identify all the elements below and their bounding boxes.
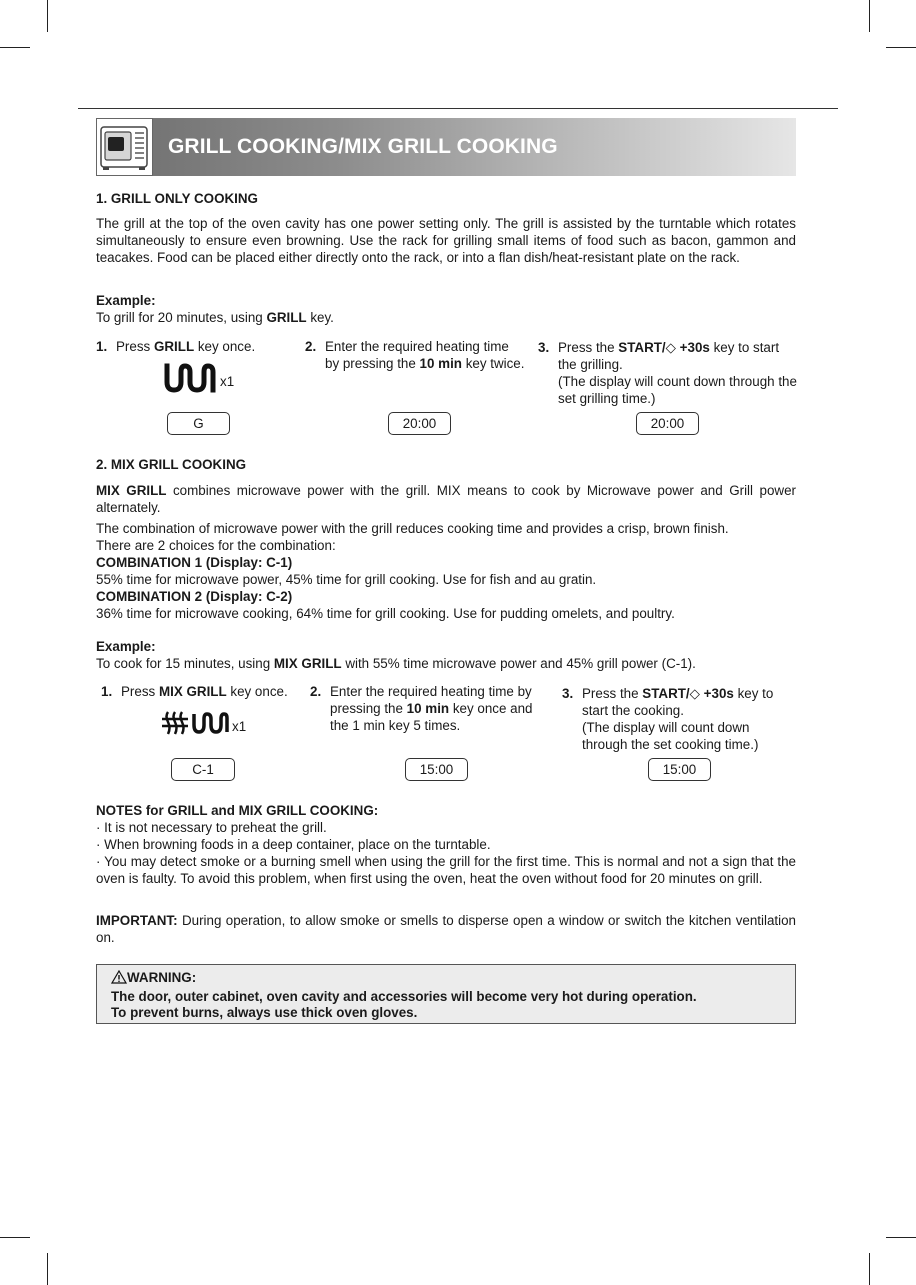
step-text-post: key to start the grilling. [558, 340, 780, 372]
step-number: 3. [538, 340, 550, 355]
section-heading-grill-only: 1. GRILL ONLY COOKING [96, 191, 258, 206]
step-text-pre: Press [116, 339, 154, 354]
important-note [96, 912, 796, 946]
warning-triangle-icon [111, 970, 127, 989]
step-number: 2. [310, 684, 322, 699]
notes-item: · You may detect smoke or a burning smell when using the grill for the first time. This is normal and not a sign that the oven is faulty. To avoid this problem, when first using the oven, heat the oven without food for 20 minutes on grill. [96, 854, 796, 886]
grill-icon [163, 362, 217, 398]
step-note: (The display will count down through the set grilling time.) [558, 374, 797, 406]
step-number: 1. [96, 339, 108, 354]
header-rule [78, 108, 838, 109]
step-key: START/◇ +30s [642, 686, 734, 701]
example-text-pre: To grill for 20 minutes, using [96, 310, 267, 325]
mix-grill-key: MIX GRILL [96, 483, 167, 498]
example-text-post: key. [306, 310, 334, 325]
notes-item: · It is not necessary to preheat the grill. [96, 820, 327, 835]
warning-box [96, 964, 796, 1024]
mix-grill-icon [160, 710, 230, 740]
step-text [121, 683, 288, 700]
section-banner [96, 118, 796, 176]
step-number: 3. [562, 686, 574, 701]
example-text-pre: To cook for 15 minutes, using [96, 656, 274, 671]
press-count: x1 [220, 374, 235, 389]
example-text-post: with 55% time microwave power and 45% grill power (C-1). [341, 656, 696, 671]
mix-grill-para2: The combination of microwave power with the grill reduces cooking time and provides a crisp, brown finish. [96, 521, 729, 536]
step-text-pre: Press [121, 684, 159, 699]
mix-grill-intro [96, 482, 796, 516]
crop-mark [869, 1253, 870, 1285]
grill-only-paragraph: The grill at the top of the oven cavity has one power setting only. The grill is assisted by the turntable which rotates simultaneously to ensure even browning. Use the rack for grilling small items of food such as bacon, gammon and teacakes. Food can be placed either directly onto the rack, or into a flan dish/heat-resistant plate on the rack. [96, 216, 796, 265]
warning-line-2: To prevent burns, always use thick oven gloves. [111, 1005, 418, 1020]
step-text-post: key twice. [461, 356, 525, 371]
step-text [558, 339, 798, 407]
important-label: IMPORTANT: [96, 913, 178, 928]
microwave-oven-icon [96, 118, 153, 176]
display-readout: C-1 [171, 758, 235, 781]
step-text-pre: Press the [582, 686, 643, 701]
crop-mark [869, 0, 870, 32]
display-readout: 20:00 [636, 412, 699, 435]
crop-mark [0, 1237, 30, 1238]
display-readout: 20:00 [388, 412, 451, 435]
example-text [96, 655, 796, 672]
crop-mark [886, 1237, 916, 1238]
example-key: MIX GRILL [273, 656, 342, 671]
example-label: Example: [96, 639, 156, 654]
press-count: x1 [232, 719, 247, 734]
display-readout: 15:00 [648, 758, 711, 781]
step-text [582, 685, 792, 753]
display-readout: 15:00 [405, 758, 468, 781]
warning-header [111, 970, 781, 989]
step-text-post: key to start the cooking. [582, 686, 774, 718]
step-text [325, 338, 525, 372]
crop-mark [47, 0, 48, 32]
combination-1-text: 55% time for microwave power, 45% time for grill cooking. Use for fish and au gratin. [96, 572, 597, 587]
step-text-pre: Enter the required heating time by pressing the [330, 684, 532, 716]
display-readout: G [167, 412, 230, 435]
step-key: 10 min [419, 356, 462, 371]
combination-2-text: 36% time for microwave cooking, 64% time for grill cooking. Use for pudding omelets, and poultry. [96, 606, 675, 621]
step-number: 2. [305, 339, 317, 354]
mix-grill-para3: There are 2 choices for the combination: [96, 538, 336, 553]
page-title: GRILL COOKING/MIX GRILL COOKING [168, 135, 558, 158]
example-key: GRILL [266, 310, 307, 325]
example-text [96, 309, 796, 326]
step-text-pre: Enter the required heating time by pressing the [325, 339, 509, 371]
step-text-pre: Press the [558, 340, 619, 355]
step-key: 10 min [406, 701, 450, 716]
step-note: (The display will count down through the set cooking time.) [582, 720, 759, 752]
step-key: MIX GRILL [158, 684, 227, 699]
step-text-post: key once and the 1 min key 5 times. [330, 701, 533, 733]
combination-2-title: COMBINATION 2 (Display: C-2) [96, 589, 293, 604]
warning-line-1: The door, outer cabinet, oven cavity and accessories will become very hot during operation. [111, 988, 697, 1004]
step-text [330, 683, 552, 734]
crop-mark [886, 47, 916, 48]
warning-label: WARNING: [127, 970, 197, 985]
step-key: GRILL [153, 339, 195, 354]
example-label: Example: [96, 293, 156, 308]
step-key: START/◇ +30s [618, 340, 710, 355]
step-number: 1. [101, 684, 113, 699]
crop-mark [0, 47, 30, 48]
step-text-post: key once. [226, 684, 288, 699]
section-heading-mix-grill: 2. MIX GRILL COOKING [96, 457, 247, 472]
important-text: During operation, to allow smoke or smells to disperse open a window or switch the kitchen ventilation on. [96, 913, 796, 945]
mix-grill-intro-text: combines microwave power with the grill. MIX means to cook by Microwave power and Grill power alternately. [96, 483, 796, 515]
notes-item: · When browning foods in a deep container, place on the turntable. [96, 837, 491, 852]
combination-1-title: COMBINATION 1 (Display: C-1) [96, 555, 293, 570]
step-text-post: key once. [194, 339, 256, 354]
step-text [116, 338, 255, 355]
notes-heading: NOTES for GRILL and MIX GRILL COOKING: [96, 803, 379, 818]
crop-mark [47, 1253, 48, 1285]
